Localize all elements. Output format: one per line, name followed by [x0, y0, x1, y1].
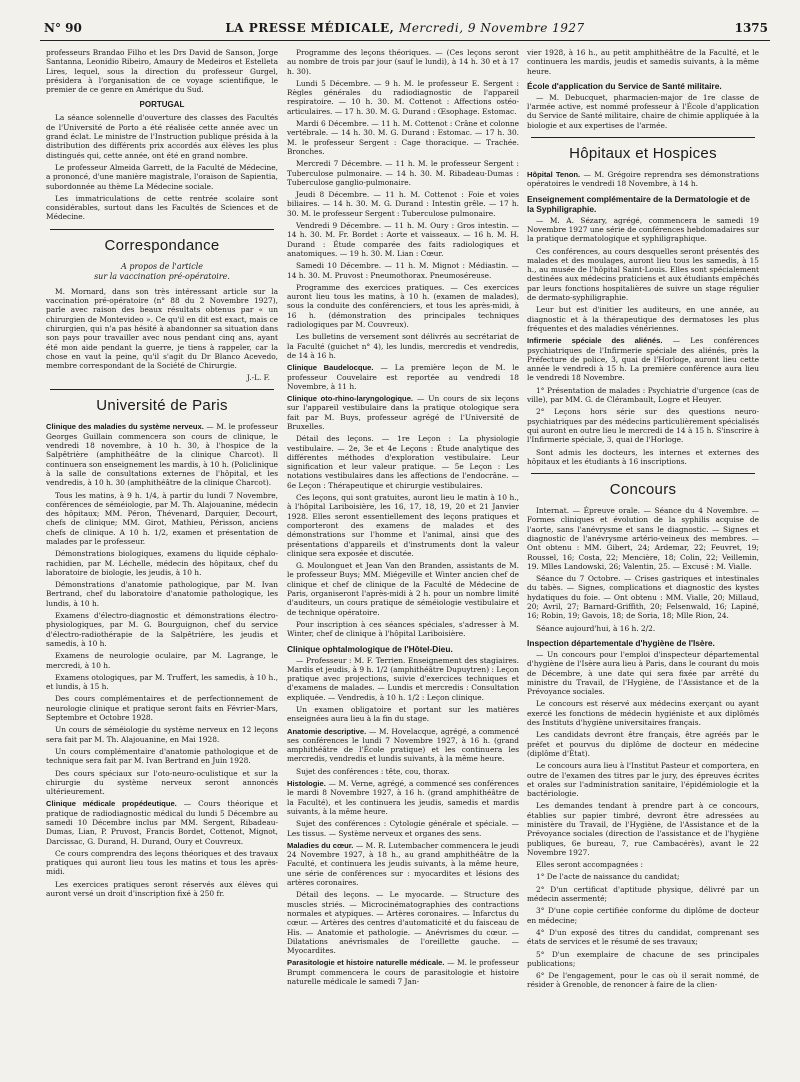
- journal-name: LA PRESSE MÉDICALE,: [225, 21, 395, 35]
- issue-number: N° 90: [44, 21, 82, 35]
- paragraph: Programme des leçons théoriques. — (Ces leçons seront au nombre de trois par jour (sauf le lundi), à 14 h. 30 et à 17 h. 30).: [287, 48, 519, 76]
- list-item: 4° D'un exposé des titres du candidat, comprenant ses états de services et le résumé de ses travaux;: [527, 927, 759, 947]
- page-number: 1375: [734, 21, 768, 35]
- section-rule: [531, 137, 755, 138]
- paragraph: Pour inscription à ces séances spéciales, s'adresser à M. Winter, chef de clinique à l'hôpital Lariboisière.: [287, 619, 519, 639]
- paragraph: Examens otologiques, par M. Truffert, les samedis, à 10 h., et lundis, à 15 h.: [46, 672, 278, 692]
- item-text: — Les conférences psychiatriques de l'Infirmerie spéciale des aliénés, près la Préfecture de police, 3, quai de l'Horloge, auront lieu cette année le vendredi à 15 h. La première conférence aura lieu le vendredi 18 Novembre.: [527, 336, 759, 383]
- paragraph: [287, 958, 519, 986]
- paragraph: professeurs Brandao Filho et les Drs David de Sanson, Jorge Santanna, Leonidio Ribeiro, Amaury de Medeiros et Estelleta Lires, lequel, sous la direction du professeur Gurgel, présidera à l'organisation de ce voyage scientifique, le premier de ce genre en Amérique du Sud.: [46, 48, 278, 95]
- article-subtitle: [46, 262, 278, 282]
- paragraph: La séance solennelle d'ouverture des classes des Facultés de l'Université de Porto a été réalisée cette année avec un grand éclat. Le ministre de l'Instruction publique présida à la distribution des différents prix accordés aux élèves les plus distingués qui, cette année, ont été en grand nombre.: [46, 113, 278, 160]
- paragraph: Le professeur Almeida Garrett, de la Faculté de Médecine, a prononcé, d'une manière magistrale, l'oraison de Sapientia, subordonnée au thème La Médecine sociale.: [46, 162, 278, 191]
- item-heading: Clinique médicale propédeutique.: [46, 799, 177, 809]
- paragraph: Mercredi 7 Décembre. — 11 h. M. le professeur Sergent : Tuberculose pulmonaire. — 14 h. 30. M. Ribadeau-Dumas : Tuberculose ganglio-pulmonaire.: [287, 159, 519, 187]
- column-3: [527, 48, 759, 1078]
- paragraph: [287, 394, 519, 431]
- paragraph: Ce cours comprendra des leçons théoriques et des travaux pratiques qui auront lieu tous les matins et tous les après-midi.: [46, 848, 278, 877]
- paragraph: [287, 841, 519, 887]
- item-heading: Parasitologie et histoire naturelle médicale.: [287, 958, 445, 968]
- paragraph: Ces conférences, au cours desquelles seront présentés des malades et des moulages, auront lieu tous les samedis, à 15 h., au musée de l'hôpital Saint-Louis. Elles sont spécialement destinées aux médecins praticiens et aux étudiants empêchés par leurs fonctions hospitalières de suivre un stage régulier de dermato-syphiligraphie.: [527, 246, 759, 303]
- section-heading-portugal: PORTUGAL: [139, 100, 185, 110]
- paragraph: Tous les matins, à 9 h. 1/4, à partir du lundi 7 Novembre, conférences de séméiologie, par M. Th. Alajouanine, médecin des hôpitaux; MM. Péron, Thévenard, Darquier, Decourt, chefs de clinique; MM. Girot, Mathieu, Périsson, anciens chefs de clinique. A 10 h. 1/2, examen et présentation de malades par le professeur.: [46, 490, 278, 546]
- item-text: — M. Hovelacque, agrégé, a commencé ses conférences le lundi 7 Novembre 1927, à 16 h. (grand amphithéâtre de l'École pratique) et les continuera les mercredis, vendredis et lundis suivants, à la même heure.: [287, 726, 519, 764]
- list-item: 2° D'un certificat d'aptitude physique, délivré par un médecin assermenté;: [527, 884, 759, 904]
- paragraph: Elles seront accompagnées :: [536, 860, 644, 870]
- paragraph: Un cours complémentaire d'anatomie pathologique et de technique sera fait par M. Ivan Bertrand en Juin 1928.: [46, 746, 278, 766]
- item-heading: Clinique Baudelocque.: [287, 363, 374, 373]
- paragraph: Les immatriculations de cette rentrée scolaire sont considérables, surtout dans les Facultés de Sciences et de Médecine.: [46, 193, 278, 222]
- paragraph: [287, 779, 519, 816]
- article-subtitle-line-2: sur la vaccination pré-opératoire.: [94, 271, 230, 281]
- paragraph: [287, 727, 519, 764]
- paragraph: Leur but est d'initier les auditeurs, en une année, au diagnostic et à la thérapeutique des dermatoses les plus fréquentes et des maladies vénériennes.: [527, 305, 759, 333]
- paragraph: Samedi 10 Décembre. — 11 h. M. Mignot : Médiastin. — 14 h. 30. M. Pruvost : Pneumothorax. Pneumoséreuse.: [287, 261, 519, 280]
- paragraph: Les demandes tendant à prendre part à ce concours, établies sur papier timbré, devront être adressées au ministère du Travail, de l'Hygiène, de l'Assistance et de la Prévoyance sociales (direction de l'assistance et de l'hygiène publiques, 6e bureau, 7, rue Cambacérès), avant le 22 Novembre 1927.: [527, 801, 759, 857]
- issue-date: Mercredi, 9 Novembre 1927: [399, 21, 585, 35]
- paragraph: G. Moulonguet et Jean Van den Branden, assistants de M. le professeur Buys; MM. Miégeville et Winter ancien chef de clinique et chef de clinique de la Faculté de Médecine de Paris, organiseront l'après-midi à 2 h. pour un nombre limité d'auditeurs, un cours pratique de séméiologie vestibulaire et de technique opératoire.: [287, 561, 519, 617]
- item-text: — Un cours de six leçons sur l'appareil vestibulaire dans la pratique otologique sera fait par M. Buys, professeur agrégé de l'Université de Bruxelles.: [287, 394, 519, 431]
- item-heading: Clinique des maladies du système nerveux.: [46, 422, 204, 432]
- paragraph: Un examen obligatoire et portant sur les matières enseignées aura lieu à la fin du stage.: [287, 705, 519, 724]
- paragraph: Détail des leçons. — 1re Leçon : La physiologie vestibulaire. — 2e, 3e et 4e Leçons : Étude analytique des différentes méthodes d'exploration vestibulaire. Leur signification et leur valeur pratique. — 5e Leçon : Les notations vestibulaires dans les affections de l'endocrâne. — 6e Leçon : Thérapeutique et chirurgie vestibulaires.: [287, 434, 519, 490]
- item-text: — Cours théorique et pratique de radiodiagnostic médical du lundi 5 Décembre au samedi 10 Décembre inclus par MM. Sergent, Ribadeau-Dumas, Lian, P. Pruvost, Francis Bordet, Cottenot, Mignot, Darcissac, G. Durand, H. Durand, Oury et Couvreux.: [46, 799, 278, 846]
- paragraph: [287, 363, 519, 391]
- item-text: — La première leçon de M. le professeur Couvelaire est reportée au vendredi 18 Novembre, à 11 h.: [287, 363, 519, 391]
- paragraph: M. Mornard, dans son très intéressant article sur la vaccination pré-opératoire (n° 88 du 2 Novembre 1927), parle avec raison des beaux résultats obtenus par « un chirurgien de Montevideo ». Ce qu'il en dit est exact, mais ce chirurgien, qui n'a pas hésité à abandonner sa situation dans son pays pour travailler avec nous pendant cinq ans, ayant été mon aide pendant la guerre, je tiens à rappeler, car la chose en vaut la peine, qu'il s'agit du Dr Blanco Acevedo, membre correspondant de la Société de Chirurgie.: [46, 286, 278, 371]
- section-rule: [50, 389, 274, 390]
- list-item: 3° D'une copie certifiée conforme du diplôme de docteur en médecine;: [527, 906, 759, 925]
- paragraph: Jeudi 8 Décembre. — 11 h. M. Cottenot : Foie et voies biliaires. — 14 h. 30. M. G. Durand : Intestin grêle. — 17 h. 30. M. le professeur Sergent : Tuberculose pulmonaire.: [287, 190, 519, 218]
- paragraph: — M. Debucquet, pharmacien-major de 1re classe de l'armée active, est nommé professeur à l'École d'application du Service de Santé militaire, chaire de chimie appliquée à la biologie et aux expertises de l'armée.: [527, 92, 759, 130]
- paragraph: — M. A. Sézary, agrégé, commencera le samedi 19 Novembre 1927 une série de conférences hebdomadaires sur la pratique dermatologique et syphiligraphique.: [527, 215, 759, 244]
- paragraph: [46, 422, 278, 487]
- item-heading: Maladies du cœur.: [287, 840, 354, 850]
- item-text: — M. R. Lutembacher commencera le jeudi 24 Novembre 1927, à 18 h., au grand amphithéâtre de la Faculté, et continuera les jeudis suivants, à la même heure, une série de conférences sur : myocardites et lésions des artères coronaires.: [287, 840, 519, 888]
- paragraph: Séance aujourd'hui, à 16 h. 2/2.: [536, 623, 656, 633]
- item-text: — M. le professeur Brumpt commencera le cours de parasitologie et histoire naturelle médicale le samedi 7 Jan-: [287, 958, 519, 987]
- paragraph: Lundi 5 Décembre. — 9 h. M. le professeur E. Sergent : Règles générales du radiodiagnostic de l'appareil respiratoire. — 10 h. 30. M. Cottenot : Affections ostéo-articulaires. — 17 h. 30. M. G. Durand : Œsophage. Estomac.: [287, 78, 519, 116]
- paragraph: Examens d'électro-diagnostic et démonstrations électro-physiologiques, par M. G. Bourguignon, chef du service d'électro-radiothérapie de la Salpêtrière, les jeudis et samedis, à 10 h.: [46, 611, 278, 648]
- paragraph: Le concours aura lieu à l'Institut Pasteur et comportera, en outre de l'examen des titres par le jury, des épreuves écrites et orales sur l'administration sanitaire, l'épidémiologie et la bactériologie.: [527, 761, 759, 799]
- item-text: — M. Grégoire reprendra ses démonstrations opératoires le vendredi 18 Novembre, à 14 h.: [527, 170, 759, 189]
- article-subtitle-line-1: A propos de l'article: [121, 261, 203, 271]
- paragraph: Programme des exercices pratiques. — Ces exercices auront lieu tous les matins, à 10 h. (examen de malades), sous la conduite des conférenciers, et tous les après-midi, à 16 h. (démonstration des principales techniques radiologiques par M. Couvreux).: [287, 282, 519, 330]
- paragraph: Séance du 7 Octobre. — Crises gastriques et intestinales du tabès. — Signes, complications et diagnostic des kystes hydatiques du foie. — Ont obtenu : MM. Vialle, 20; Millaud, 20; Avril, 27; Barnard-Griffith, 20; Felsenwald, 16; Lapiné, 16; Robin, 19; Gavois, 18; de Soria, 18; Mlle Rion, 24.: [527, 574, 759, 621]
- paragraph: Sujet des conférences : tête, cou, thorax.: [296, 766, 450, 776]
- item-heading: Anatomie descriptive.: [287, 726, 367, 736]
- section-rule: [531, 473, 755, 474]
- paragraph: 2° Leçons hors série sur des questions neuro-psychiatriques par des médecins particulièrement spécialisés qui auront en outre lieu le mercredi de 14 à 15 h. S'inscrire à l'Infirmerie spéciale, 3, quai de l'Horloge.: [527, 407, 759, 445]
- paragraph: — Professeur : M. F. Terrien. Enseignement des stagiaires. Mardis et jeudis, à 9 h. 1/2 (amphithéâtre Dupuytren) : Leçon pratique avec projections, suivie d'exercices techniques et d'examens de malades. — Lundis et mercredis : Consultation expliquée. — Vendredis, à 10 h. 1/2 : Leçon clinique.: [287, 655, 519, 702]
- paragraph: Les candidats devront être français, être agréés par le préfet et pourvus du diplôme de docteur en médecine (diplôme d'État).: [527, 730, 759, 758]
- paragraph: Démonstrations d'anatomie pathologique, par M. Ivan Bertrand, chef du laboratoire d'anatomie pathologique, les lundis, à 10 h.: [46, 580, 278, 608]
- item-heading: Inspection départementale d'hygiène de l'Isère.: [527, 637, 715, 648]
- paragraph: — Un concours pour l'emploi d'inspecteur départemental d'hygiène de l'Isère aura lieu à Paris, dans le courant du mois de Décembre, à une date qui sera fixée par arrêté du ministre du Travail, de l'Hygiène, de l'Assistance et de la Prévoyance sociales.: [527, 649, 759, 697]
- page-header: [40, 18, 770, 41]
- item-heading: Enseignement complémentaire de la Dermatologie et de la Syphiligraphie.: [527, 193, 750, 214]
- item-heading: Clinique ophtalmologique de l'Hôtel-Dieu.: [287, 643, 453, 654]
- item-text: — M. le professeur Georges Guillain commencera son cours de clinique, le vendredi 18 novembre, à 10 h. 30, à l'hospice de la Salpêtrière (amphithéâtre de la clinique Charcot). Il continuera son enseignement les mardis, à 10 h. (Policlinique à la salle de consultations externes de l'hôpital, et les vendredis, à 10 h. 30 (amphithéâtre de la clinique Charcot).: [46, 422, 278, 488]
- column-1: [46, 48, 278, 1078]
- paragraph: Internat. — Épreuve orale. — Séance du 4 Novembre. — Formes cliniques et évolution de la syphilis acquise de l'aorte, sans l'anévrysme et sans le diagnostic. — Signes et diagnostic de l'anévrysme artério-veineux des membres. — Ont obtenu : MM. Gibert, 24; Ardemar, 22; Feuvret, 19; Roussel, 16; Costa, 22; Mencière, 18; Colin, 22; Veillemin, 19. Mlles Landowski, 26; Valentin, 25. — Excusé : M. Vialle.: [527, 506, 759, 571]
- paragraph: Sont admis les docteurs, les internes et externes des hôpitaux et les étudiants à 16 inscriptions.: [527, 447, 759, 466]
- list-item: 1° De l'acte de naissance du candidat;: [536, 872, 680, 882]
- signature: J.-L. F.: [246, 373, 270, 383]
- journal-title: [40, 21, 770, 35]
- paragraph: Vendredi 9 Décembre. — 11 h. M. Oury : Gros intestin. — 14 h. 30. M. Fr. Bordet : Aorte et vaisseaux. — 16 h. M. H. Durand : Étude comparée des faits radiologiques et anatomiques. — 19 h. 30. M. Lian : Cœur.: [287, 221, 519, 258]
- paragraph: Les exercices pratiques seront réservés aux élèves qui auront versé un droit d'inscription fixé à 250 fr.: [46, 879, 278, 899]
- paragraph: Des cours spéciaux sur l'oto-neuro-oculistique et sur la chirurgie du système nerveux seront annoncés ultérieurement.: [46, 768, 278, 797]
- paragraph: Des cours complémentaires et de perfectionnement de neurologie clinique et pratique seront faits en Février-Mars, Septembre et Octobre 1928.: [46, 694, 278, 723]
- paragraph: Le concours est réservé aux médecins exerçant ou ayant exercé les fonctions de médecin hygiéniste et aux diplômés des Instituts d'hygiène universitaires français.: [527, 699, 759, 728]
- item-heading: Infirmerie spéciale des aliénés.: [527, 336, 663, 346]
- paragraph: [527, 170, 759, 189]
- paragraph: [527, 336, 759, 382]
- section-title-concours: Concours: [609, 481, 677, 499]
- paragraph: Ces leçons, qui sont gratuites, auront lieu le matin à 10 h., à l'hôpital Lariboisière, les 16, 17, 18, 19, 20 et 21 Janvier 1928. Elles seront essentiellement des leçons pratiques et comporteront des examens de malades et des démonstrations sur l'homme et l'animal, ainsi que des présentations d'appareils et d'instruments dont la valeur clinique sera exposée et discutée.: [287, 493, 519, 558]
- list-item: 6° De l'engagement, pour le cas où il serait nommé, de résider à Grenoble, de renoncer à faire de la clien-: [527, 971, 759, 990]
- item-text: — M. Verne, agrégé, a commencé ses conférences le mardi 8 Novembre 1927, à 16 h. (grand amphithéâtre de la Faculté), et les continuera les jeudis, samedis et mardis suivants, à la même heure.: [287, 779, 519, 816]
- column-2: [287, 48, 519, 1078]
- section-title-hopitaux: Hôpitaux et Hospices: [569, 145, 717, 163]
- item-heading: École d'application du Service de Santé militaire.: [527, 80, 722, 91]
- list-item: 5° D'un exemplaire de chacune de ses principales publications;: [527, 949, 759, 968]
- paragraph: 1° Présentation de malades : Psychiatrie d'urgence (cas de ville), par MM. G. de Clérambault, Logre et Heuyer.: [527, 385, 759, 405]
- section-title-universite-de-paris: Université de Paris: [96, 397, 228, 415]
- paragraph: Mardi 6 Décembre. — 11 h. M. Cottenot : Crâne et colonne vertébrale. — 14 h. 30. M. G. Durand : Estomac. — 17 h. 30. M. le professeur Sergent : Cage thoracique. — Trachée. Bronches.: [287, 119, 519, 156]
- paragraph: Détail des leçons. — Le myocarde. — Structure des muscles striés. — Microcinématographies des contractions normales et atypiques. — Artères coronaires. — Infarctus du cœur. — Artères des centres d'automaticité et du faisceau de His. — Anatomie et pathologie. — Anévrismes du cœur. — Dilatations anévrismales de l'oreillette gauche. — Myocardites.: [287, 890, 519, 956]
- paragraph: Les bulletins de versement sont délivrés au secrétariat de la Faculté (guichet n° 4), les lundis, mercredis et vendredis, de 14 à 16 h.: [287, 332, 519, 360]
- item-heading: Hôpital Tenon.: [527, 170, 581, 180]
- paragraph: Un cours de séméiologie du système nerveux en 12 leçons sera fait par M. Th. Alajouanine, en Mai 1928.: [46, 725, 278, 744]
- paragraph: Sujet des conférences : Cytologie générale et spéciale. — Les tissus. — Système nerveux et organes des sens.: [287, 819, 519, 838]
- section-title-correspondance: Correspondance: [104, 236, 220, 254]
- section-rule: [50, 229, 274, 230]
- item-heading: Clinique oto-rhino-laryngologique.: [287, 394, 414, 404]
- paragraph: Examens de neurologie oculaire, par M. Lagrange, le mercredi, à 10 h.: [46, 651, 278, 670]
- item-heading: Histologie.: [287, 779, 326, 789]
- paragraph: [46, 799, 278, 845]
- paragraph: vier 1928, à 16 h., au petit amphithéâtre de la Faculté, et le continuera les mardis, jeudis et samedis suivants, à la même heure.: [527, 48, 759, 76]
- paragraph: Démonstrations biologiques, examens du liquide céphalo-rachidien, par M. Léchelle, médecin des hôpitaux, chef du laboratoire de biologie, les jeudis, à 10 h.: [46, 549, 278, 577]
